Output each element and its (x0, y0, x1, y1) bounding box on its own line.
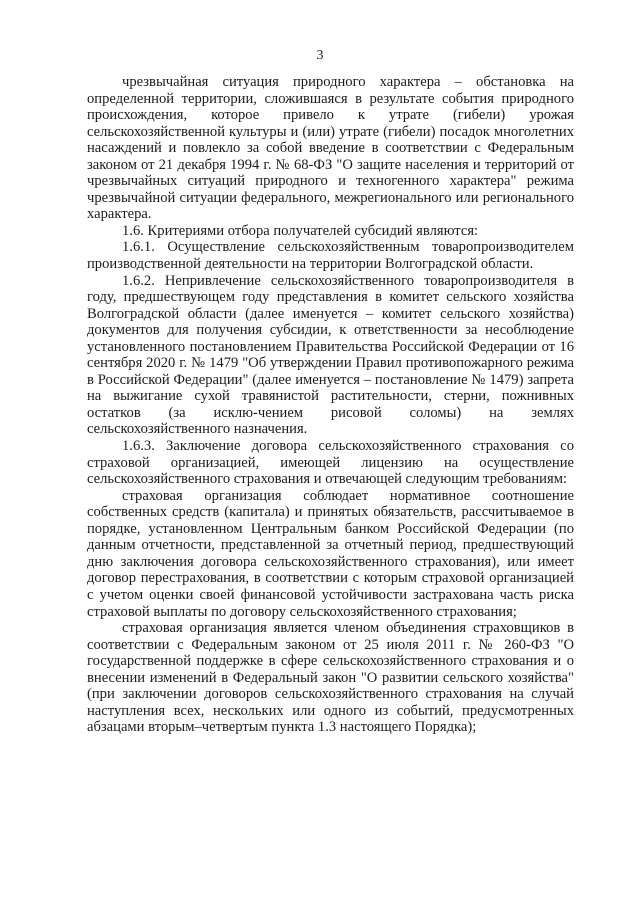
page-number: 3 (316, 48, 324, 63)
paragraph-1-6-3: 1.6.3. Заключение договора сельскохозяйственного страхования со страховой организацией, имеющей лицензию на осуществление сельскохозяйственного страхования и отвечающей следующим требованиям: (87, 438, 574, 488)
paragraph-insurer-membership: страховая организация является членом объединения страховщиков в соответствии с Федеральным законом от 25 июля 2011 г. № 260-ФЗ "О государственной поддержке в сфере сельскохозяйственного страхования и о внесении изменений в Федеральный закон "О развитии сельского хозяйства" (при заключении договоров сельскохозяйственного страхования на случай наступления всех, нескольких или одного из событий, предусмотренных абзацами вторым–четвертым пункта 1.3 настоящего Порядка); (87, 620, 574, 736)
paragraph-emergency-definition: чрезвычайная ситуация природного характера – обстановка на определенной территории, сложившаяся в результате события природного происхождения, которое привело к утрате (гибели) урожая сельскохозяйственной культуры и (или) утрате (гибели) посадок многолетних насаждений и повлекло за собой введение в соответствии с Федеральным законом от 21 декабря 1994 г. № 68-ФЗ "О защите населения и территорий от чрезвычайных ситуаций природного и техногенного характера" режима чрезвычайной ситуации федерального, межрегионального или регионального характера. (87, 74, 574, 223)
paragraph-insurer-capital: страховая организация соблюдает нормативное соотношение собственных средств (капитала) и принятых обязательств, рассчитываемое в порядке, установленном Центральным банком Российской Федерации (по данным отчетности, представленной за отчетный период, предшествующий дню заключения договора сельскохозяйственного страхования), или имеет договор перестрахования, в соответствии с которым страховой организацией с учетом оценки своей финансовой устойчивости застрахована часть риска страховой выплаты по договору сельскохозяйственного страхования; (87, 487, 574, 620)
document-body (87, 74, 574, 736)
paragraph-1-6: 1.6. Критериями отбора получателей субсидий являются: (122, 222, 479, 239)
paragraph-1-6-2: 1.6.2. Непривлечение сельскохозяйственного товаропроизводителя в году, предшествующем году представления в комитет сельского хозяйства Волгоградской области (далее именуется – комитет сельского хозяйства) документов для получения субсидии, к ответственности за несоблюдение установленного постановлением Правительства Российской Федерации от 16 сентября 2020 г. № 1479 "Об утверждении Правил противопожарного режима в Российской Федерации" (далее именуется – постановление № 1479) запрета на выжигание сухой травянистой растительности, стерни, пожнивных остатков (за исклю-чением рисовой соломы) на землях сельскохозяйственного назначения. (87, 272, 574, 438)
paragraph-1-6-1: 1.6.1. Осуществление сельскохозяйственным товаропроизводителем производственной деятельности на территории Волгоградской области. (87, 239, 574, 273)
